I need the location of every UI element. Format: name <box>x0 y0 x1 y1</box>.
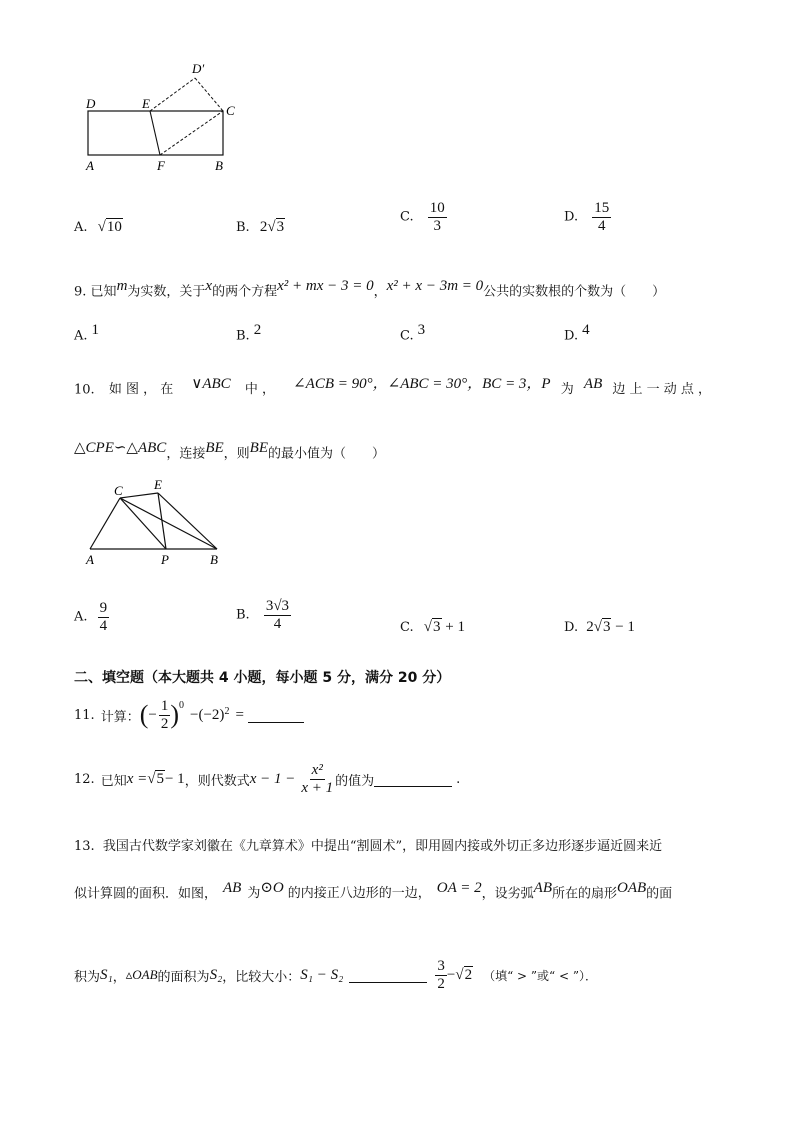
label-d: D <box>86 96 96 111</box>
q9-option-c: C. $^3$ <box>400 322 426 344</box>
label-p: P <box>161 552 169 567</box>
q8-option-d: D. $\frac{15}{4}$ <box>564 200 610 234</box>
q10-option-d: D. 2√3 − 1 <box>564 619 635 635</box>
segment-ac <box>90 498 120 549</box>
dashed-ed-prime <box>150 78 195 111</box>
q8-option-b: B. 2√3 <box>236 219 285 235</box>
triangle-figure <box>80 478 230 570</box>
q8-option-a: A. √10 <box>74 219 122 235</box>
q10-option-c: C. √3 + 1 <box>400 619 465 635</box>
segment-cp <box>120 498 166 549</box>
question-12: 12. 已知 x = √5 − 1 ，则代数式 x − 1 − $\frac{\text{x²}}{x + 1}$ 的值为 . <box>74 762 461 796</box>
label-e: E <box>154 478 162 492</box>
answer-blank[interactable] <box>374 772 452 787</box>
q10-option-a: A. $\frac{9}{4}$ <box>74 600 108 634</box>
q10-option-b: B. $\frac{3√3}{4}$ <box>236 598 290 632</box>
label-e: E <box>142 96 150 111</box>
section-heading: 二、填空题（本大题共 4 小题，每小题 5 分，满分 20 分） <box>74 670 451 686</box>
question-11: 11. 计算： ( − $\frac{1}{2}$ ) 0 −(−2) 2 = <box>74 698 304 732</box>
label-f: F <box>157 158 165 173</box>
question-13-line-2: 似计算圆的面积．如图， $^{AB}$ 为$^{⊙O}$ 的内接正八边形的一边， $^{OA = 2}$，设劣弧$^{AB}$所在的扇形$^{OAB}$的面 <box>74 880 673 902</box>
fold-line-ef <box>150 111 160 155</box>
label-b: B <box>210 552 218 567</box>
q9-option-b: B. $^2$ <box>236 322 262 344</box>
answer-blank[interactable] <box>248 708 304 723</box>
sqrt-value: 10 <box>106 219 122 235</box>
label-b: B <box>215 158 223 173</box>
question-13-line-1: 13. 我国古代数学家刘徽在《九章算术》中提出“割圆术”，即用圆内接或外切正多边形逐步逼近圆来近 <box>74 839 663 854</box>
question-13-line-3: 积为 S₁ ， ▵OAB 的面积为 S₂ ，比较大小： S₁ − S₂ $\frac{3}{2}$ − √2 （填“ > ”或“ < ”）． <box>74 958 597 992</box>
question-9: 9. 已知$^m$为实数，关于$^x$的两个方程$^{x^2 + mx - 3 = 0}$，$^{x^2 + x - 3m = 0}$公共的实数根的个数为（ ） <box>74 278 666 300</box>
q8-option-c: C. $\frac{10}{3}$ <box>400 200 445 234</box>
answer-blank[interactable] <box>349 968 427 983</box>
segment-eb <box>158 493 217 549</box>
label-d-prime: D′ <box>192 61 205 76</box>
label-c: C <box>226 103 235 118</box>
segment-ce <box>120 493 158 498</box>
label-a: A <box>86 158 94 173</box>
dashed-fc <box>160 111 223 155</box>
dashed-d-prime-c <box>195 78 223 111</box>
q9-option-d: D. $^4$ <box>564 322 590 344</box>
segment-cb <box>120 498 217 549</box>
equation-2: x² + x − 3m = 0 <box>386 278 484 294</box>
q9-option-a: A. $^1$ <box>74 322 100 344</box>
question-10-line-2: $^{\triangle CPE∽\triangle ABC}$，连接$^{BE}$，则$^{BE}$的最小值为（ ） <box>74 440 386 462</box>
question-10-line-1: 10. 如 图 ， 在 $^{\vee ABC}$ 中 ， $^{\angle ACB = 90^\circ,\angle ABC = 30^\circ,BC = 3,P}$ 为 $^{AB}$ 边 上 一 动 点 ， <box>74 376 712 398</box>
label-c: C <box>114 483 123 498</box>
label-a: A <box>86 552 94 567</box>
rectangle-fold-figure <box>80 58 250 176</box>
equation-1: x² + mx − 3 = 0 <box>277 278 374 294</box>
